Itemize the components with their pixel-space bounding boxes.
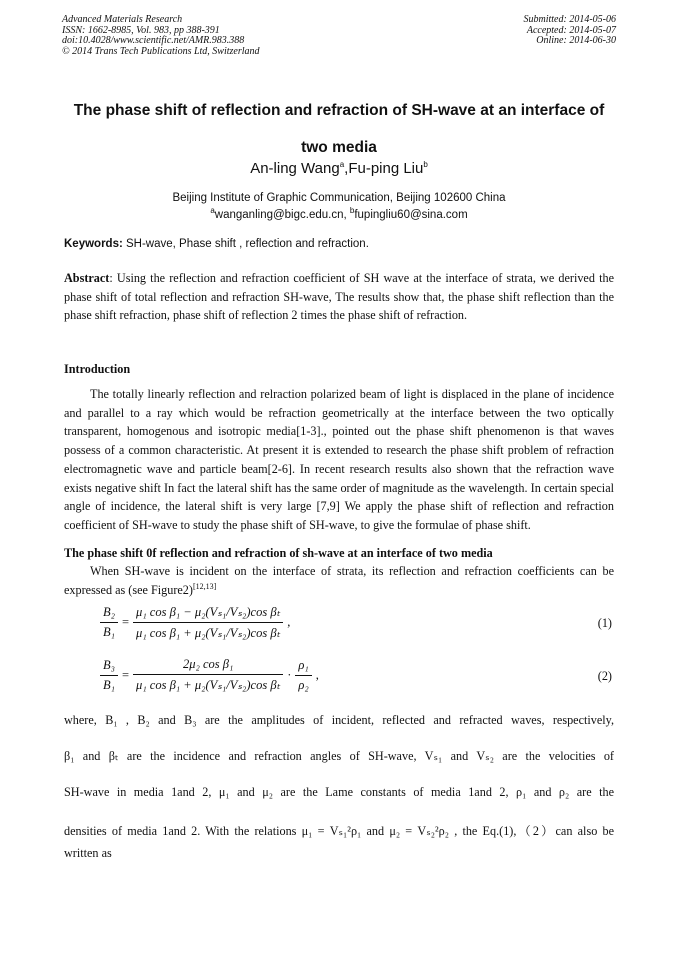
eq1-comma: , — [287, 615, 291, 629]
keywords-label: Keywords: — [64, 238, 123, 250]
email-a-mark: a — [210, 206, 215, 216]
eq2-ratio-den: ρ₂ — [295, 675, 311, 693]
submitted-date: Submitted: 2014-05-06 — [523, 14, 616, 25]
section-heading: The phase shift 0f reflection and refraction of sh-wave at an interface of two media — [64, 546, 493, 560]
email-line — [0, 207, 678, 224]
introduction-body: The totally linearly reflection and relraction polarized beam of light is displaced in the plane of incidence and parallel to a ray which would be refraction geometrically at the interface between the two optically transparent, homogenous and isotropic media[1-3]., pointed out the phase shift phenomenon is that waves possess of a common characteristic. At present it is extended to research the phase shift problem of refraction electromagnetic wave and particle beam[2-6]. In recent research results also shown that the refraction wave exists negative shift In fact the lateral shift has the same order of magnitude as the wavelength. In certain special angle of incidence, the lateral shift is very large [7,9] We apply the phase shift of reflection and refraction coefficient of SH-wave to study the phase shift of SH-wave, to give the formulae of phase shift. — [64, 387, 614, 532]
abstract-text: : Using the reflection and refraction coefficient of SH wave at the interface of strata, we derived the phase shift of total reflection and refraction SH-wave, The results show that, the phase shift reflection than the phase shift refraction, phase shift of reflection 2 times the phase shift of refraction. — [64, 271, 614, 323]
eq2-rhs — [133, 657, 283, 693]
equation-1-label: (1) — [597, 616, 612, 630]
eq2-lhs-num: B₃ — [103, 657, 115, 672]
eq1-lhs — [100, 605, 118, 640]
section-cite: [12,13] — [192, 581, 217, 591]
eq1-rhs — [133, 604, 283, 641]
eq2-dot: · — [287, 667, 292, 682]
author-2: Fu-ping Liu — [348, 160, 424, 177]
equation-1: $\frac{\text{B₂}}{\text{B₁}}$ = $\frac{\text{μ₁ cos β₁ − μ₂(Vₛ₁/Vₛ₂)cos βₜ}}{\text{μ₁ cos β₁ + μ₂(Vₛ₁/Vₛ₂)cos βₜ}}$ , — [100, 604, 290, 641]
online-date: Online: 2014-06-30 — [536, 35, 616, 46]
where-line-2: β₁ and βₜ are the incidence and refraction angles of SH-wave, Vₛ₁ and Vₛ₂ are the velocities of — [64, 749, 614, 763]
eq2-lhs — [100, 658, 118, 693]
title-line-1: The phase shift of reflection and refraction of SH-wave at an interface of — [73, 102, 605, 119]
eq2-comma: , — [315, 667, 319, 682]
copyright-line: © 2014 Trans Tech Publications Ltd, Switzerland — [62, 45, 260, 57]
section-text: When SH-wave is incident on the interface of strata, its reflection and refraction coefficients can be expressed as (see Figure2) — [64, 564, 614, 597]
keywords-text: SH-wave, Phase shift , reflection and refraction. — [122, 238, 369, 250]
author-2-mark: b — [423, 160, 428, 169]
affiliation-line: Beijing Institute of Graphic Communication, Beijing 102600 China — [172, 192, 506, 204]
journal-name: Advanced Materials Research — [62, 14, 183, 25]
equation-2: $\frac{\text{B₃}}{\text{B₁}}$ = $\frac{\text{2μ₂ cos β₁}}{\text{μ₁ cos β₁ + μ₂(Vₛ₁/Vₛ₂)cos βₜ}}$ · $\frac{\text{ρ₁}}{\text{ρ₂}}$ , — [100, 657, 319, 693]
eq2-num: 2μ₂ cos β₁ — [182, 657, 234, 671]
eq2-lhs-den: B₁ — [100, 675, 118, 693]
abstract — [64, 269, 614, 325]
equation-2-label: (2) — [597, 669, 612, 683]
section-body — [64, 562, 614, 599]
keywords — [64, 238, 369, 250]
title-line-2: two media — [301, 139, 377, 156]
abstract-label: Abstract — [64, 271, 110, 285]
email-b[interactable]: fupingliu60@sina.com — [354, 209, 468, 221]
author-line: An-ling Wang$^a$,Fu-ping Liu$^b$ — [250, 160, 428, 177]
issn-line: ISSN: 1662-8985, Vol. 983, pp 388-391 — [62, 24, 220, 36]
where-line-5: written as — [64, 846, 112, 860]
eq2-ratio — [295, 658, 311, 693]
email-a[interactable]: wanganling@bigc.edu.cn, — [214, 209, 347, 221]
accepted-date: Accepted: 2014-05-07 — [526, 24, 616, 36]
eq1-num: μ₁ cos β₁ − μ₂(Vₛ₁/Vₛ₂)cos βₜ — [136, 605, 281, 619]
submission-dates — [524, 15, 617, 47]
introduction-heading: Introduction — [64, 362, 131, 376]
eq2-ratio-num: ρ₁ — [298, 657, 309, 672]
doi-line: doi:10.4028/www.scientific.net/AMR.983.388 — [62, 35, 245, 46]
eq2-den: μ₁ cos β₁ + μ₂(Vₛ₁/Vₛ₂)cos βₜ — [133, 674, 283, 693]
eq1-den: μ₁ cos β₁ + μ₂(Vₛ₁/Vₛ₂)cos βₜ — [133, 622, 283, 641]
where-line-4: densities of media 1and 2. With the relations μ₁ = Vₛ₁²ρ₁ and μ₂ = Vₛ₂²ρ₂ , the Eq.(1),（2）can also be — [64, 824, 614, 838]
paper-title — [40, 92, 638, 166]
author-1-mark: a — [339, 160, 345, 169]
eq1-lhs-den: B₁ — [100, 622, 118, 640]
where-line-3: SH-wave in media 1and 2, μ₁ and μ₂ are the Lame constants of media 1and 2, ρ₁ and ρ₂ are the — [64, 785, 614, 799]
affiliation — [0, 190, 678, 224]
author-1: An-ling Wang — [250, 160, 340, 177]
eq1-lhs-num: B₂ — [103, 605, 115, 619]
email-b-mark: b — [349, 206, 355, 216]
where-line-1: where, B₁ , B₂ and B₃ are the amplitudes of incident, reflected and refracted waves, respectively, — [64, 713, 614, 727]
journal-info — [62, 15, 260, 57]
